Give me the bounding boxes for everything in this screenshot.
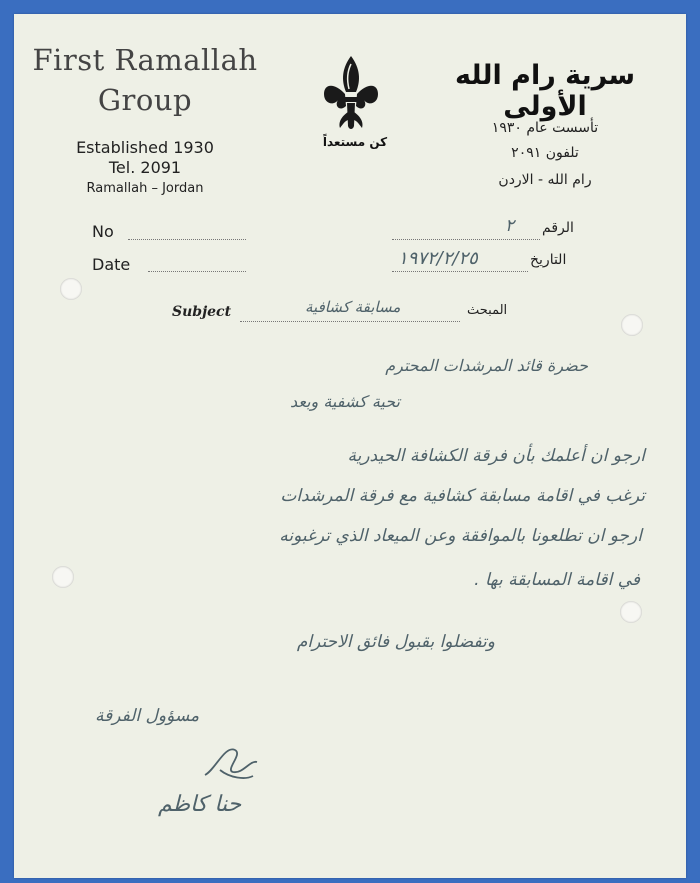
handwritten-subject: مسابقة كشافية: [305, 298, 401, 316]
letter-line: تحية كشفية وبعد: [289, 392, 400, 411]
arabic-date-dotted-line: [392, 270, 528, 272]
letter-line: في اقامة المسابقة بها .: [474, 570, 640, 590]
signature-scribble: [195, 740, 265, 785]
handwritten-number: ٢: [505, 216, 515, 236]
date-dotted-line: [148, 270, 246, 272]
no-dotted-line: [128, 238, 246, 240]
punch-hole: [52, 566, 74, 588]
arabic-no-dotted-line: [392, 238, 540, 240]
subject-dotted-line: [240, 320, 460, 322]
arabic-established: تأسست عام ١٩٣٠: [491, 120, 599, 136]
handwritten-date: ١٩٧٢/٢/٢٥: [398, 248, 478, 269]
english-name-line2: Group: [97, 83, 193, 117]
no-label: No: [92, 222, 114, 241]
signature-name: حنا كاظم: [158, 792, 242, 817]
fleur-de-lis-icon: [320, 54, 382, 132]
motto: كن مستعداً: [322, 135, 388, 149]
arabic-no-label: الرقم: [542, 220, 574, 236]
english-group-name: [20, 40, 270, 120]
punch-hole: [60, 278, 82, 300]
english-name-line1: First Ramallah: [32, 43, 258, 77]
letter-line: ترغب في اقامة مسابقة كشافية مع فرقة المرشدات: [280, 486, 645, 506]
letter-line: حضرة قائد المرشدات المحترم: [385, 356, 588, 375]
punch-hole: [620, 601, 642, 623]
english-established: Established 1930: [76, 138, 214, 157]
arabic-group-name: سرية رام الله الأولى: [454, 60, 636, 122]
letter-line: ارجو ان أعلمك بأن فرقة الكشافة الحيدرية: [347, 446, 645, 466]
arabic-date-label: التاريخ: [530, 252, 567, 268]
punch-hole: [621, 314, 643, 336]
arabic-telephone: تلفون ٢٠٩١: [511, 145, 579, 161]
letter-line: ارجو ان تطلعونا بالموافقة وعن الميعاد الذي ترغبونه: [279, 526, 642, 546]
english-telephone: Tel. 2091: [108, 158, 182, 177]
english-city: Ramallah – Jordan: [86, 181, 204, 196]
subject-label: Subject: [172, 304, 232, 320]
date-label: Date: [92, 255, 131, 274]
letter-line: وتفضلوا بقبول فائق الاحترام: [296, 632, 495, 652]
signature-title: مسؤول الفرقة: [95, 706, 200, 726]
arabic-subject-label: المبحث: [467, 303, 508, 318]
arabic-city: رام الله - الاردن: [498, 172, 592, 188]
